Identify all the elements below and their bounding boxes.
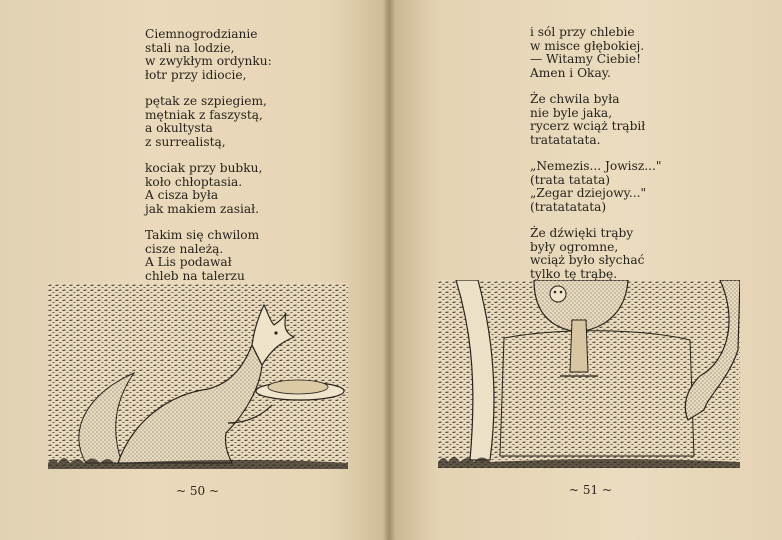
verse-line: chleb na talerzu (145, 268, 245, 283)
page-number: ~ 50 ~ (176, 484, 220, 498)
stanza (530, 160, 662, 214)
table-illustration (438, 280, 740, 468)
verse-line: w zwykłym ordynku: (145, 54, 272, 68)
verse-line: A Lis podawał (145, 255, 232, 269)
stanza (145, 229, 272, 283)
verse-line: w misce głębokiej. (530, 38, 645, 53)
verse-line: tylko tę trąbę. (530, 266, 618, 281)
verse-line: Że chwila była (530, 92, 620, 106)
verse-line: koło chłoptasia. (145, 174, 243, 189)
verse-line: z surrealistą, (145, 134, 226, 149)
left-page (0, 0, 390, 540)
verse-line: Ciemnogrodzianie (145, 27, 258, 41)
verse-line: wciąż było słychać (530, 253, 645, 267)
stanza (530, 93, 662, 147)
stanza (145, 162, 272, 216)
verse-line: — Witamy Ciebie! (530, 52, 641, 66)
verse-line: rycerz wciąż trąbił (530, 119, 646, 133)
verse-line: Że dźwięki trąby (530, 226, 634, 240)
verse-line: cisze należą. (145, 241, 224, 256)
verse-line: Takim się chwilom (145, 228, 260, 242)
stanza (530, 26, 662, 80)
verse-line: nie byle jaka, (530, 105, 613, 120)
left-poem (145, 28, 272, 296)
stanza (145, 95, 272, 149)
verse-line: „Zegar dziejowy..." (530, 186, 647, 200)
verse-line: pętak ze szpiegiem, (145, 94, 267, 108)
fox-illustration (48, 283, 348, 469)
verse-line: i sól przy chlebie (530, 25, 635, 39)
stanza (530, 227, 662, 281)
verse-line: (trata tatata) (530, 172, 611, 187)
book-gutter (383, 0, 395, 540)
right-page (390, 0, 782, 540)
verse-line: kociak przy bubku, (145, 161, 263, 175)
verse-line: mętniak z faszystą, (145, 107, 263, 122)
verse-line: (tratatatata) (530, 199, 607, 214)
verse-line: tratatatata. (530, 132, 601, 147)
verse-line: były ogromne, (530, 239, 619, 254)
verse-line: a okultysta (145, 121, 213, 135)
verse-line: jak makiem zasiał. (145, 201, 259, 216)
verse-line: A cisza była (145, 188, 219, 202)
verse-line: stali na lodzie, (145, 40, 235, 55)
verse-line: „Nemezis... Jowisz..." (530, 159, 662, 173)
right-poem (530, 26, 662, 294)
verse-line: łotr przy idiocie, (145, 67, 247, 82)
stanza (145, 28, 272, 82)
verse-line: Amen i Okay. (530, 65, 611, 80)
page-number: ~ 51 ~ (569, 483, 613, 497)
